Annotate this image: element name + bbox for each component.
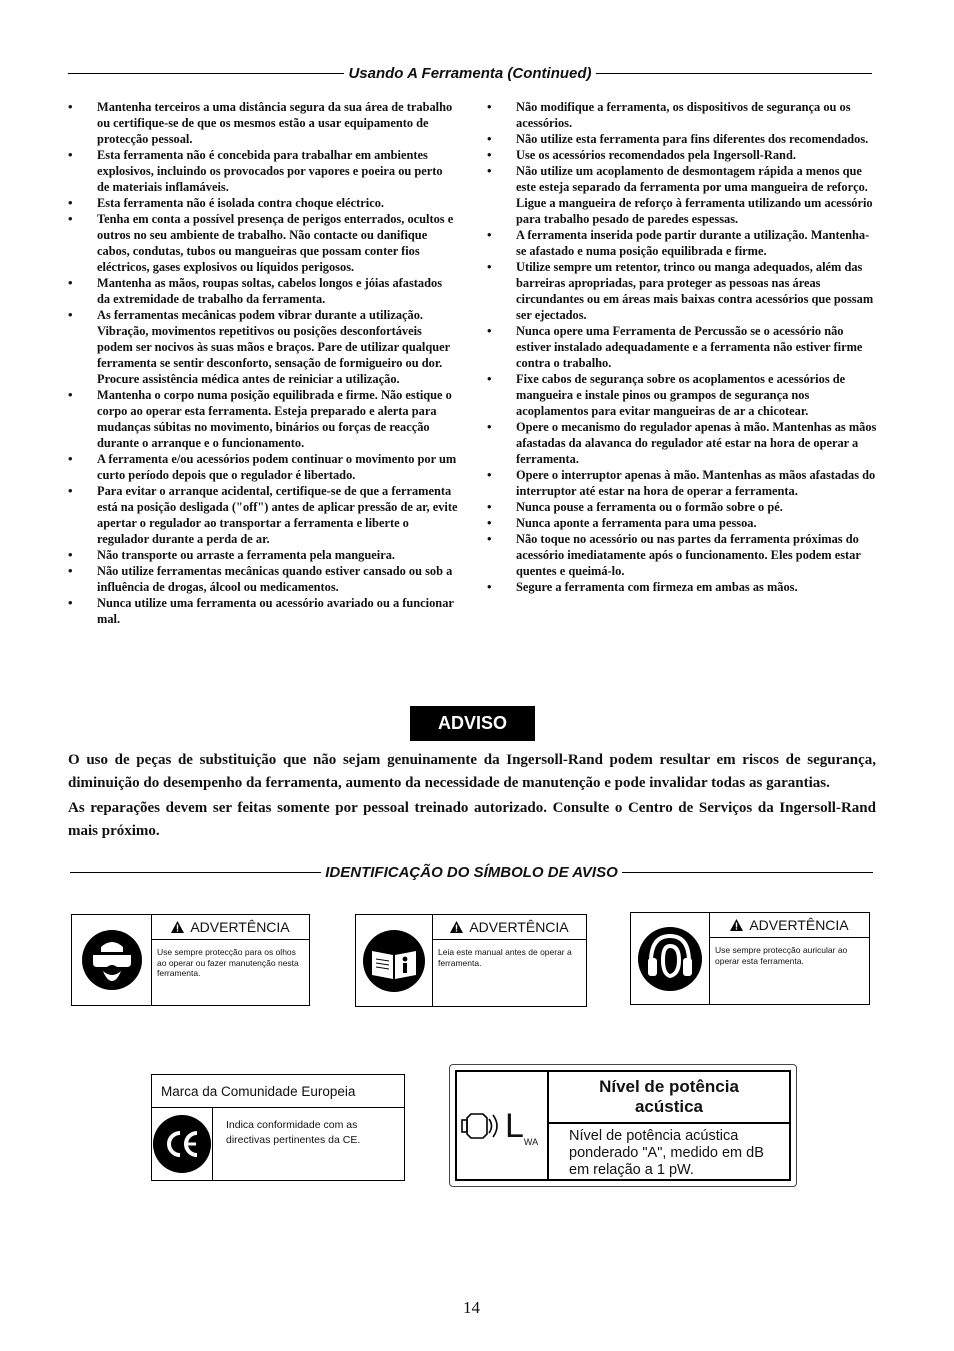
lwa-symbol: L — [505, 1106, 524, 1145]
section-title: Usando A Ferramenta (Continued) — [348, 65, 592, 82]
warning-header — [710, 913, 869, 938]
adviso-paragraph-2: As reparações devem ser feitas somente por pessoal treinado autorizado. Consulte o Centro de Serviços da Ingersoll-Rand mais próximo. — [68, 800, 876, 839]
ce-mark-icon — [152, 1108, 213, 1180]
list-item: • A ferramenta inserida pode partir durante a utilização. Mantenha-se afastado e numa posição equilibrada e firme. — [487, 227, 877, 259]
warning-card-ear-protection — [630, 912, 870, 1005]
left-column — [68, 99, 458, 627]
list-item: • Opere o interruptor apenas à mão. Mantenhas as mãos afastadas do interruptor até estar na hora de operar a ferramenta. — [487, 467, 877, 499]
right-column — [487, 99, 877, 595]
list-item: • Segure a ferramenta com firmeza em ambas as mãos. — [487, 579, 877, 595]
list-item: • Esta ferramenta não é isolada contra choque eléctrico. — [68, 195, 458, 211]
list-item: • Não utilize um acoplamento de desmontagem rápida a menos que este esteja separado da ferramenta por uma mangueira de reforço. Ligue a mangueira de reforço à ferramenta utilizando um acessório para trabalho pesado de paredes espessas. — [487, 163, 877, 227]
list-item: • Fixe cabos de segurança sobre os acoplamentos e acessórios de mangueira e instale pinos ou grampos de segurança nos acoplamentos para evitar mangueiras de ar a chicotear. — [487, 371, 877, 419]
warning-triangle-icon — [730, 919, 743, 931]
warning-text: Use sempre protecção auricular ao operar esta ferramenta. — [715, 945, 848, 966]
warning-card-eye-protection — [71, 914, 310, 1006]
warning-triangle-icon — [450, 921, 463, 933]
list-item: • Não toque no acessório ou nas partes da ferramenta próximas do acessório imediatamente após o funcionamento. Eles podem estar quentes e queimá-lo. — [487, 531, 877, 579]
symbols-section-header — [70, 864, 873, 881]
eye-protection-icon — [72, 915, 152, 1005]
ce-title: Marca da Comunidade Europeia — [152, 1075, 404, 1108]
list-item: • Mantenha as mãos, roupas soltas, cabelos longos e jóias afastados da extremidade de trabalho da ferramenta. — [68, 275, 458, 307]
warning-triangle-icon — [171, 921, 184, 933]
page-number: 14 — [463, 1298, 480, 1317]
warning-title: ADVERTÊNCIA — [749, 917, 849, 933]
list-item: • Nunca pouse a ferramenta ou o formão sobre o pé. — [487, 499, 877, 515]
ce-text: Indica conformidade com as directivas pertinentes da CE. — [226, 1119, 361, 1146]
list-item: • Nunca utilize uma ferramenta ou acessório avariado ou a funcionar mal. — [68, 595, 458, 627]
list-item: • Mantenha terceiros a uma distância segura da sua área de trabalho ou certifique-se de que os mesmos estão a usar equipamento de protecção pessoal. — [68, 99, 458, 147]
list-item: • Mantenha o corpo numa posição equilibrada e firme. Não estique o corpo ao operar esta ferramenta. Esteja preparado e alerta para mudanças súbitas no movimento, binários ou forças de reacção durante o arranque e o funcionamento. — [68, 387, 458, 451]
list-item: • Utilize sempre um retentor, trinco ou manga adequados, além das barreiras apropriadas, para proteger as pessoas nas áreas circundantes ou em áreas mais baixas contra acessórios que possam ser ejectados. — [487, 259, 877, 323]
adviso-paragraph-1: O uso de peças de substituição que não sejam genuinamente da Ingersoll-Rand podem resultar em riscos de segurança, diminuição do desempenho da ferramenta, aumento da necessidade de manutenção e pode invalidar todas as garantias. — [68, 752, 876, 791]
warning-title: ADVERTÊNCIA — [469, 919, 569, 935]
list-item: • A ferramenta e/ou acessórios podem continuar o movimento por um curto período depois que o regulador é libertado. — [68, 451, 458, 483]
sound-power-symbol — [457, 1072, 549, 1179]
list-item: • Esta ferramenta não é concebida para trabalhar em ambientes explosivos, incluindo os provocados por vapores e poeira ou perto de materiais inflamáveis. — [68, 147, 458, 195]
sound-power-card — [449, 1064, 797, 1187]
symbols-rule-left — [70, 872, 321, 873]
lwa-title: Nível de potência acústica — [549, 1072, 789, 1124]
list-item: • Não utilize esta ferramenta para fins diferentes dos recomendados. — [487, 131, 877, 147]
warning-card-read-manual — [355, 914, 587, 1007]
header-rule-left — [68, 73, 344, 74]
warning-text: Leia este manual antes de operar a ferramenta. — [438, 947, 572, 968]
lwa-subscript: WA — [523, 1137, 539, 1147]
warning-header — [433, 915, 586, 940]
lwa-text: Nível de potência acústica ponderado "A", medido em dB em relação a 1 pW. — [569, 1128, 764, 1178]
warning-title: ADVERTÊNCIA — [190, 919, 290, 935]
list-item: • Não transporte ou arraste a ferramenta pela mangueira. — [68, 547, 458, 563]
ear-protection-icon — [631, 913, 710, 1004]
list-item: • Não modifique a ferramenta, os dispositivos de segurança ou os acessórios. — [487, 99, 877, 131]
header-rule-right — [596, 73, 872, 74]
list-item: • Opere o mecanismo do regulador apenas à mão. Mantenhas as mãos afastadas da alavanca do regulador até estar na hora de operar a ferramenta. — [487, 419, 877, 467]
section-header — [68, 65, 872, 82]
warning-text: Use sempre protecção para os olhos ao operar ou fazer manutenção nesta ferramenta. — [157, 947, 299, 978]
adviso-label: ADVISO — [410, 706, 535, 741]
symbols-section-title: IDENTIFICAÇÃO DO SÍMBOLO DE AVISO — [325, 864, 618, 881]
list-item: • Não utilize ferramentas mecânicas quando estiver cansado ou sob a influência de drogas, álcool ou medicamentos. — [68, 563, 458, 595]
list-item: • Nunca aponte a ferramenta para uma pessoa. — [487, 515, 877, 531]
read-manual-icon — [356, 915, 433, 1006]
ce-mark-card — [151, 1074, 405, 1181]
speaker-icon — [461, 1106, 505, 1146]
symbols-rule-right — [622, 872, 873, 873]
list-item: • As ferramentas mecânicas podem vibrar durante a utilização. Vibração, movimentos repetitivos ou posições desconfortáveis podem ser nocivos às suas mãos e braços. Pare de utilizar qualquer ferramenta se sentir desconforto, sensação de formigueiro ou dor. Procure assistência médica antes de reiniciar a utilização. — [68, 307, 458, 387]
list-item: • Tenha em conta a possível presença de perigos enterrados, ocultos e outros no seu ambiente de trabalho. Não contacte ou danifique cabos, condutas, tubos ou mangueiras que possam conter fios eléctricos, gases explosivos ou líquidos perigosos. — [68, 211, 458, 275]
list-item: • Nunca opere uma Ferramenta de Percussão se o acessório não estiver instalado adequadamente e a ferramenta não estiver firme contra o trabalho. — [487, 323, 877, 371]
list-item: • Use os acessórios recomendados pela Ingersoll-Rand. — [487, 147, 877, 163]
list-item: • Para evitar o arranque acidental, certifique-se de que a ferramenta está na posição desligada ("off") antes de aplicar pressão de ar, evite apertar o regulador ao transportar a ferramenta e liberte o regulador durante a perda de ar. — [68, 483, 458, 547]
warning-header — [152, 915, 309, 940]
